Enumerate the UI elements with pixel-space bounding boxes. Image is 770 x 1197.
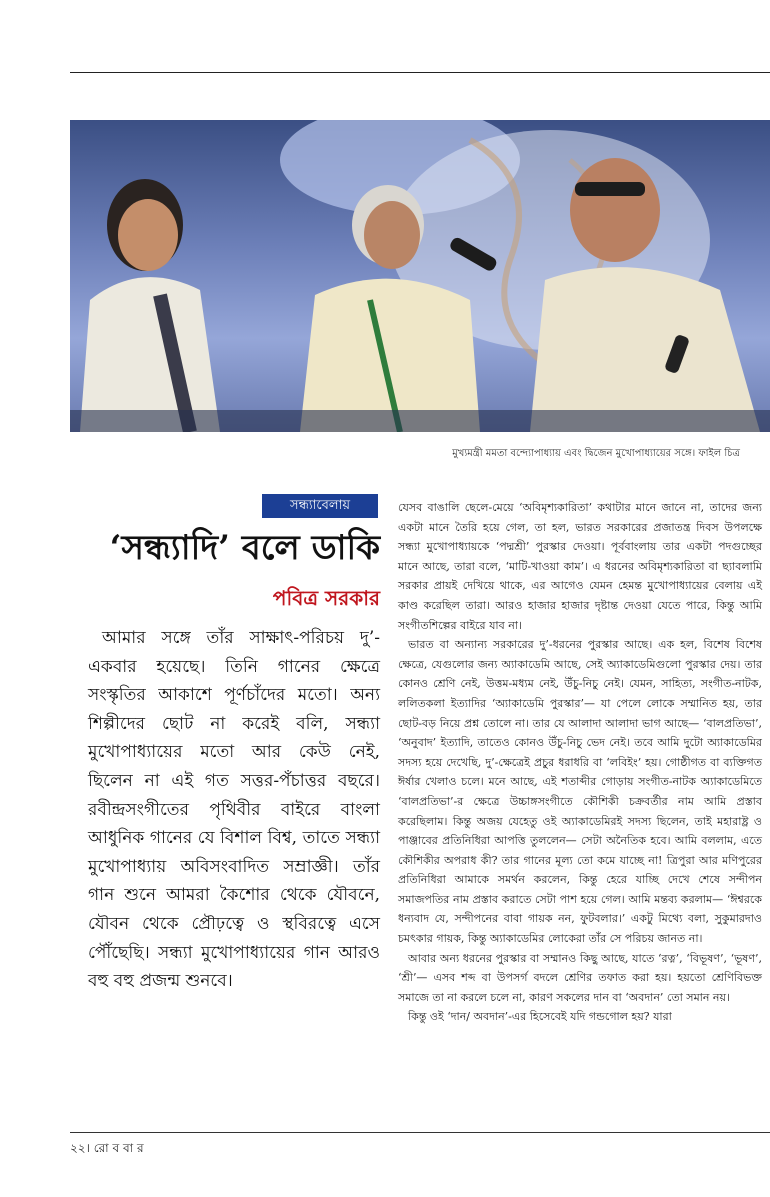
top-rule [70, 72, 770, 73]
article-body [398, 498, 762, 1027]
intro-paragraph-block [88, 624, 380, 996]
article-headline: ‘সন্ধ্যাদি’ বলে ডাকি [109, 528, 380, 568]
body-paragraph: আবার অন্য ধরনের পুরস্কার বা সম্মানও কিছু আছে, যাতে ‘রত্ন’, ‘বিভূষণ’, ‘ভূষণ’, ‘শ্রী’— এসব শব্দ বা উপসর্গ বদলে শ্রেণির তফাত করা হয়। হয়তো শ্রেণিবিভক্ত সমাজে তা না করলে চলে না, কারণ সকলের দান বা ‘অবদান’ তো সমান নয়। [398, 951, 762, 1004]
intro-paragraph: আমার সঙ্গে তাঁর সাক্ষাৎ-পরিচয় দু’-একবার হয়েছে। তিনি গানের ক্ষেত্রে সংস্কৃতির আকাশে পূর্ণচাঁদের মতো। অন্য শিল্পীদের ছোট না করেই বলি, সন্ধ্যা মুখোপাধ্যায়ের মতো আর কেউ নেই, ছিলেন না এই গত সত্তর-পঁচাত্তর বছরে। রবীন্দ্রসংগীতের পৃথিবীর বাইরে বাংলা আধুনিক গানের যে বিশাল বিশ্ব, তাতে সন্ধ্যা মুখোপাধ্যায় অবিসংবাদিত সম্রাজ্ঞী। তাঁর গান শুনে আমরা কৈশোর থেকে যৌবনে, যৌবন থেকে প্রৌঢ়ত্বে ও স্থবিরত্বে এসে পৌঁছেছি। সন্ধ্যা মুখোপাধ্যায়ের গান আরও বহু বহু প্রজন্ম শুনবে। [88, 628, 380, 992]
author-byline: পবিত্র সরকার [272, 586, 380, 610]
body-paragraph: ভারত বা অন্যান্য সরকারের দু’-ধরনের পুরস্কার আছে। এক হল, বিশেষ বিশেষ ক্ষেত্রে, যেগুলোর জন্য অ্যাকাডেমি আছে, সেই অ্যাকাডেমিগুলো পুরস্কার দেয়। তার কোনও শ্রেণি নেই, উত্তম-মধ্যম নেই, উঁচু-নিচু নেই। যেমন, সাহিত্য, সংগীত-নাটক, ললিতকলা ইত্যাদির ‘অ্যাকাডেমি পুরস্কার’— যা পেলে লোকে সম্মানিত হয়, তার ছোট-বড় নিয়ে প্রশ্ন তোলে না। তার যে আলাদা আলাদা ভাগ আছে— ‘বালপ্রতিভা’, ‘অনুবাদ’ ইত্যাদি, তাতেও কোনও উঁচু-নিচু ভেদ নেই। তবে আমি দুটো অ্যাকাডেমির সদস্য হয়ে দেখেছি, দু’-ক্ষেত্রেই প্রচুর ধরাধরি বা ‘লবিইং’ হয়। গোষ্ঠীগত বা ব্যক্তিগত ঈর্ষার খেলাও চলে। মনে আছে, এই শতাব্দীর গোড়ায় সংগীত-নাটক অ্যাকাডেমিতে ‘বালপ্রতিভা’-র ক্ষেত্রে উচ্চাঙ্গসংগীতে কৌশিকী চক্রবর্তীর নাম আমি প্রস্তাব করেছিলাম। কিন্তু অজয় যেহেতু ওই অ্যাকাডেমিরই সদস্য ছিলেন, তাই মহারাষ্ট্র ও পাঞ্জাবের প্রতিনিধিরা আপত্তি তুললেন— সেটা অনৈতিক হবে। আমি বললাম, এতে কৌশিকীর অপরাধ কী? তার গানের মূল্য তো কমে যাচ্ছে না! ত্রিপুরা আর মণিপুরের প্রতিনিধিরা আমাকে সমর্থন করলেন, কিন্তু হেরে যাচ্ছি দেখে শেষে সন্দীপন সমাজপতির নাম প্রস্তাব করাতে সেটা পাশ হয়ে গেল। আমি মন্তব্য করলাম— ‘ঈশ্বরকে ধন্যবাদ যে, সন্দীপনের বাবা গায়ক নন, ফুটবলার।’ একটু মিথ্যে বলা, সুকুমারদাও চমৎকার গায়ক, কিন্তু অ্যাকাডেমির লোকেরা তাঁর সে পরিচয় জানত না। [398, 638, 762, 946]
body-paragraph: কিন্তু ওই ‘দান/ অবদান’-এর হিসেবেই যদি গন্ডগোল হয়? যারা [408, 1010, 672, 1024]
article-photo [70, 120, 770, 432]
photo-caption: মুখ্যমন্ত্রী মমতা বন্দ্যোপাধ্যায় এবং দ্বিজেন মুখোপাধ্যায়ের সঙ্গে। ফাইল চিত্র [452, 448, 740, 459]
footer-rule [70, 1132, 770, 1133]
photo-illustration [70, 120, 770, 432]
section-tag: সন্ধ্যাবেলায় [262, 494, 378, 518]
page-footer: ২২। রো ব বা র [70, 1141, 144, 1155]
body-paragraph: যেসব বাঙালি ছেলে-মেয়ে ‘অবিমৃশ্যকারিতা’ কথাটার মানে জানে না, তাদের জন্য একটা মানে তৈরি হয়ে গেল, তা হল, ভারত সরকারের প্রজাতন্ত্র দিবস উপলক্ষে সন্ধ্যা মুখোপাধ্যায়কে ‘পদ্মশ্রী’ পুরস্কার দেওয়া। পূর্ববাংলায় তার একটা পদগুচ্ছের মানে আছে, তারা বলে, ‘মাটি-খাওয়া কাম’। এ ধরনের অবিমৃশ্যকারিতা বা ছ্যাবলামি সরকার প্রায়ই দেখিয়ে থাকে, এর আগেও যেমন হেমন্ত মুখোপাধ্যায়ের বেলায় এই কাণ্ড করেছিল তারা। আরও হাজার হাজার দৃষ্টান্ত দেওয়া যেতে পারে, কিন্তু আমি সংগীতশিল্পের বাইরে যাব না। [398, 501, 762, 632]
